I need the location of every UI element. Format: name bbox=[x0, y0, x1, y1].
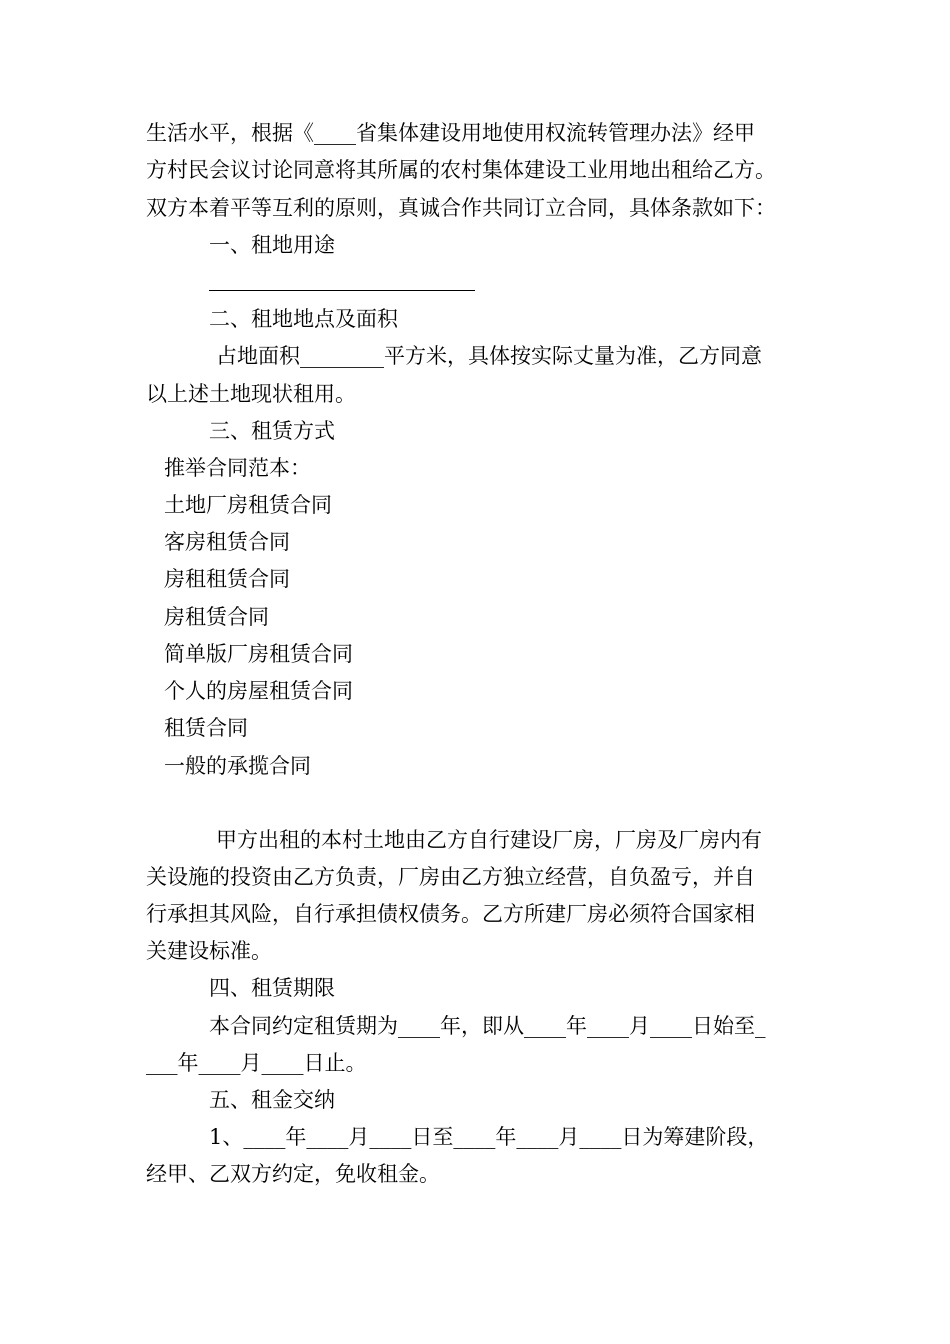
recommend-label: 推举合同范本： bbox=[164, 456, 311, 480]
section-4-line-1: 本合同约定租赁期为____年，即从____年____月____日始至_ bbox=[209, 1014, 766, 1038]
intro-line-2: 方村民会议讨论同意将其所属的农村集体建设工业用地出租给乙方。 bbox=[146, 158, 776, 182]
template-link[interactable]: 简单版厂房租赁合同 bbox=[164, 642, 353, 666]
section-3-body-line-4: 关建设标准。 bbox=[146, 939, 272, 963]
blank-fill-line bbox=[209, 290, 475, 291]
section-5-line-1: 1、____年____月____日至____年____月____日为筹建阶段， bbox=[209, 1125, 769, 1149]
template-link[interactable]: 房租赁合同 bbox=[164, 605, 269, 629]
section-4-line-2: ___年____月____日止。 bbox=[146, 1051, 367, 1075]
section-1-heading: 一、租地用途 bbox=[209, 233, 335, 257]
template-link[interactable]: 房租租赁合同 bbox=[164, 567, 290, 591]
section-2-line-1: 占地面积________平方米，具体按实际丈量为准，乙方同意 bbox=[216, 344, 762, 368]
section-2-heading: 二、租地地点及面积 bbox=[209, 307, 398, 331]
template-link[interactable]: 客房租赁合同 bbox=[164, 530, 290, 554]
intro-line-1: 生活水平，根据《____省集体建设用地使用权流转管理办法》经甲 bbox=[146, 121, 755, 145]
template-link[interactable]: 个人的房屋租赁合同 bbox=[164, 679, 353, 703]
section-3-heading: 三、租赁方式 bbox=[209, 419, 335, 443]
section-4-heading: 四、租赁期限 bbox=[209, 976, 335, 1000]
section-5-line-2: 经甲、乙双方约定，免收租金。 bbox=[146, 1162, 440, 1186]
section-3-body-line-1: 甲方出租的本村土地由乙方自行建设厂房，厂房及厂房内有 bbox=[216, 828, 762, 852]
section-3-body-line-2: 关设施的投资由乙方负责，厂房由乙方独立经营，自负盈亏，并自 bbox=[146, 865, 755, 889]
intro-line-3: 双方本着平等互利的原则，真诚合作共同订立合同，具体条款如下： bbox=[146, 196, 776, 220]
section-2-line-2: 以上述土地现状租用。 bbox=[146, 382, 356, 406]
template-link[interactable]: 租赁合同 bbox=[164, 716, 248, 740]
section-5-heading: 五、租金交纳 bbox=[209, 1088, 335, 1112]
template-link[interactable]: 一般的承揽合同 bbox=[164, 754, 311, 778]
section-3-body-line-3: 行承担其风险，自行承担债权债务。乙方所建厂房必须符合国家相 bbox=[146, 902, 755, 926]
template-link[interactable]: 土地厂房租赁合同 bbox=[164, 493, 332, 517]
